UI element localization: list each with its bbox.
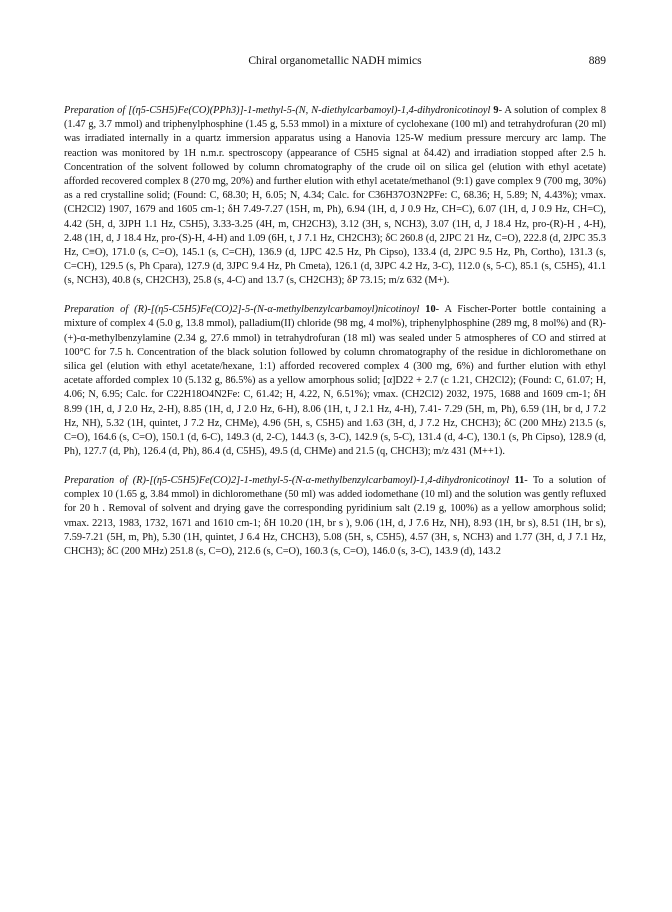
body-text: [64, 104, 606, 574]
paragraph-compound-11: [64, 474, 606, 559]
paragraph-heading: Preparation of (R)-[(η5-C5H5)Fe(CO)2]-5-(N-α-methylbenzylcarbamoyl)nicotinoyl: [64, 304, 420, 316]
paragraph-heading: Preparation of (R)-[(η5-C5H5)Fe(CO)2]-1-methyl-5-(N-α-methylbenzylcarbamoyl)-1,4-dihydronicotinoyl: [64, 475, 510, 487]
paragraph-compound-10: [64, 303, 606, 459]
paragraph-body: - A Fischer-Porter bottle containing a mixture of complex 4 (5.0 g, 13.8 mmol), palladium(II) chloride (98 mg, 4 mol%), triphenylphosphine (289 mg, 8 mol%) and (R)-(+)-α-methylbenzylamine (2.34 g, 27.6 mmol) in tetrahydrofuran (18 ml) was sealed under 5 atmospheres of CO and stirred at 100°C for 7.5 h. Concentration of the black solution followed by column chromatography of the residue in dichloromethane on silica gel (elution with ethyl acetate/hexane, 1:1) afforded recovered complex 4 (300 mg, 6%) and further elution with ethyl acetate afforded complex 10 (5.132 g, 86.5%) as a yellow amorphous solid; [α]D22 + 2.7 (c 1.21, CH2Cl2); (Found: C, 61.07; H, 4.06; N, 6.95; Calc. for C22H18O4N2Fe: C, 61.42; H, 4.22, N, 6.51%); νmax. (CH2Cl2) 2032, 1975, 1688 and 1609 cm-1; δH 8.99 (1H, d, J 2.0 Hz, 2-H), 8.85 (1H, d, J 2.0 Hz, 6-H), 8.06 (1H, t, J 2.1 Hz, 4-H), 7.41- 7.29 (5H, m, Ph), 6.59 (1H, br d, J 7.2 Hz, NH), 5.32 (1H, quintet, J 7.2 Hz, CHMe), 4.96 (5H, s, C5H5) and 1.63 (3H, d, J 7.2 Hz, CHCH3); δC (200 MHz) 213.5 (s, C=O), 164.6 (s, C=O), 150.1 (d, 6-C), 149.3 (d, 2-C), 144.3 (s, 3-C), 142.9 (s, 5-C), 131.4 (d, 4-C), 130.1 (s, Ph Cipso), 128.9 (d, Ph), 127.7 (d, Ph), 126.4 (d, Ph), 86.4 (d, C5H5), 49.5 (d, CHMe) and 21.5 (q, CHCH3); m/z 431 (M++1).: [64, 304, 607, 458]
compound-number: 9: [493, 105, 499, 116]
paragraph-body: - To a solution of complex 10 (1.65 g, 3.84 mmol) in dichloromethane (50 ml) was added iodomethane (10 ml) and the solution was gently refluxed for 20 h . Removal of solvent and drying gave the corresponding pyridinium salt (2.19 g, 100%) as a yellow amorphous solid; νmax. 2213, 1983, 1732, 1671 and 1610 cm-1; δH 10.20 (1H, br s ), 9.06 (1H, d, J 7.6 Hz, NH), 8.93 (1H, br s), 8.51 (1H, br s), 7.59-7.21 (5H, m, Ph), 5.30 (1H, quintet, J 6.4 Hz, CHCH3), 5.08 (5H, s, C5H5), 4.57 (3H, s, NCH3) and 1.77 (3H, d, J 7.1 Hz, CHCH3); δC (200 MHz) 251.8 (s, C=O), 212.6 (s, C=O), 160.3 (s, C=O), 146.0 (s, 3-C), 143.9 (d), 143.2: [64, 475, 607, 558]
page-number: 889: [588, 55, 606, 67]
compound-number: 10: [425, 304, 436, 316]
paragraph-compound-9: [64, 104, 606, 289]
compound-number: 11: [514, 475, 525, 487]
running-head-title: Chiral organometallic NADH mimics: [248, 55, 422, 67]
paragraph-body: - A solution of complex 8 (1.47 g, 3.7 mmol) and triphenylphosphine (1.45 g, 5.53 mmol) in a mixture of cyclohexane (100 ml) and tetrahydrofuran (20 ml) was irradiated internally in a quartz immersion apparatus using a Hanovia 125-W medium pressure mercury arc lamp. The reaction was monitored by 1H n.m.r. spectroscopy (appearance of C5H5 signal at δ4.42) and irradiation stopped after 2.5 h. Concentration of the solvent followed by column chromatography of the crude oil on silica gel (elution with ethyl acetate) afforded recovered complex 8 (270 mg, 20%) and further elution with ethyl acetate/methanol (9:1) gave complex 9 (700 mg, 30%) as a red crystalline solid; (Found: C, 68.30; H, 6.05; N, 4.34; Calc. for C36H37O3N2PFe: C, 68.36; H, 5.89; N, 4.43%); νmax. (CH2Cl2) 1907, 1679 and 1605 cm-1; δH 7.49-7.27 (15H, m, Ph), 6.94 (1H, d, J 0.9 Hz, CH=C), 6.07 (1H, d, J 0.9 Hz, CH=C), 4.42 (5H, d, 3JPH 1.1 Hz, C5H5), 3.33-3.25 (4H, m, CH2CH3), 3.12 (3H, s, NCH3), 3.07 (1H, d, J 18.4 Hz, pro-(R)-H , 4-H), 2.48 (1H, d, J 18.4 Hz, pro-(S)-H, 4-H) and 1.09 (6H, t, J 7.1 Hz, CH2CH3); δC 260.8 (d, 2JPC 21 Hz, C=O), 222.8 (d, 2JPC 35.3 Hz, C≡O), 171.0 (s, C=O), 145.1 (s, C=CH), 136.9 (d, 1JPC 42.5 Hz, Ph Cipso), 133.4 (d, 2JPC 9.5 Hz, Ph, Cortho), 131.3 (s, C=CH), 129.5 (s, Ph Cpara), 127.9 (d, 3JPC 9.4 Hz, Ph Cmeta), 126.1 (d, 3JPC 4.2 Hz, 3-C), 112.0 (s, 5-C), 85.1 (s, C5H5), 41.1 (s, NCH3), 40.8 (s, CH2CH3), 25.8 (s, 4-C) and 13.7 (s, CH2CH3); δP 73.15; m/z 632 (M+).: [64, 105, 606, 287]
paragraph-heading: Preparation of [(η5-C5H5)Fe(CO)(PPh3)]-1-methyl-5-(N, N-diethylcarbamoyl)-1,4-dihydronicotinoyl: [64, 105, 491, 116]
